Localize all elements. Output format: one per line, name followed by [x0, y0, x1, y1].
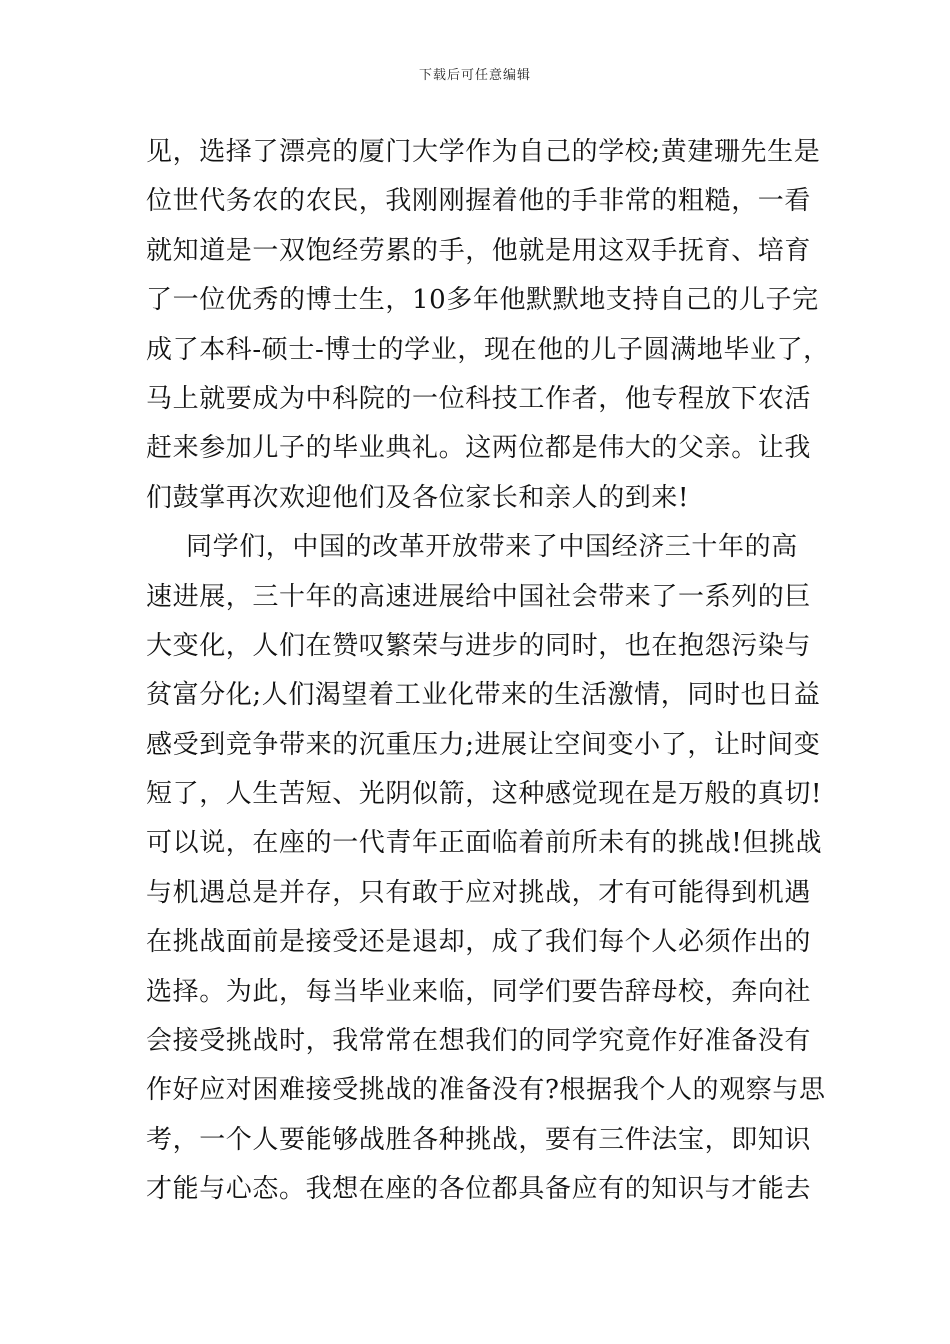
text-line: 了一位优秀的博士生，10多年他默默地支持自己的儿子完 — [146, 285, 819, 316]
text-line: 速进展，三十年的高速进展给中国社会带来了一系列的巨 — [146, 581, 812, 612]
text-line: 作好应对困难接受挑战的准备没有?根据我个人的观察与思 — [146, 1075, 826, 1106]
text-line: 考，一个人要能够战胜各种挑战，要有三件法宝，即知识 — [146, 1124, 812, 1155]
text-line: 短了，人生苦短、光阴似箭，这种感觉现在是万般的真切! — [146, 779, 823, 810]
page-header: 下载后可任意编辑 — [418, 68, 531, 83]
text-line: 们鼓掌再次欢迎他们及各位家长和亲人的到来! — [146, 482, 690, 513]
text-line: 选择。为此，每当毕业来临，同学们要告辞母校，奔向社 — [146, 976, 812, 1007]
text-line: 贫富分化;人们渴望着工业化带来的生活激情，同时也日益 — [146, 680, 821, 711]
paragraph-start-line: 同学们，中国的改革开放带来了中国经济三十年的高 — [186, 532, 798, 563]
text-line: 位世代务农的农民，我刚刚握着他的手非常的粗糙，一看 — [146, 186, 812, 217]
text-line: 才能与心态。我想在座的各位都具备应有的知识与才能去 — [146, 1174, 812, 1205]
text-line: 感受到竞争带来的沉重压力;进展让空间变小了，让时间变 — [146, 729, 821, 760]
text-line: 成了本科-硕士-博士的学业，现在他的儿子圆满地毕业了， — [146, 334, 830, 365]
text-line: 见，选择了漂亮的厦门大学作为自己的学校;黄建珊先生是 — [146, 137, 821, 167]
text-line: 可以说，在座的一代青年正面临着前所未有的挑战!但挑战 — [146, 828, 823, 859]
text-line: 在挑战面前是接受还是退却，成了我们每个人必须作出的 — [146, 927, 812, 958]
body-text — [146, 128, 830, 1215]
text-line: 马上就要成为中科院的一位科技工作者，他专程放下农活 — [146, 383, 812, 414]
text-line: 就知道是一双饱经劳累的手，他就是用这双手抚育、培育 — [146, 235, 812, 266]
text-line: 大变化，人们在赞叹繁荣与进步的同时，也在抱怨污染与 — [146, 630, 812, 661]
text-line: 会接受挑战时，我常常在想我们的同学究竟作好准备没有 — [146, 1026, 812, 1057]
text-line: 与机遇总是并存，只有敢于应对挑战，才有可能得到机遇 — [146, 877, 812, 908]
text-line: 赶来参加儿子的毕业典礼。这两位都是伟大的父亲。让我 — [146, 433, 812, 464]
